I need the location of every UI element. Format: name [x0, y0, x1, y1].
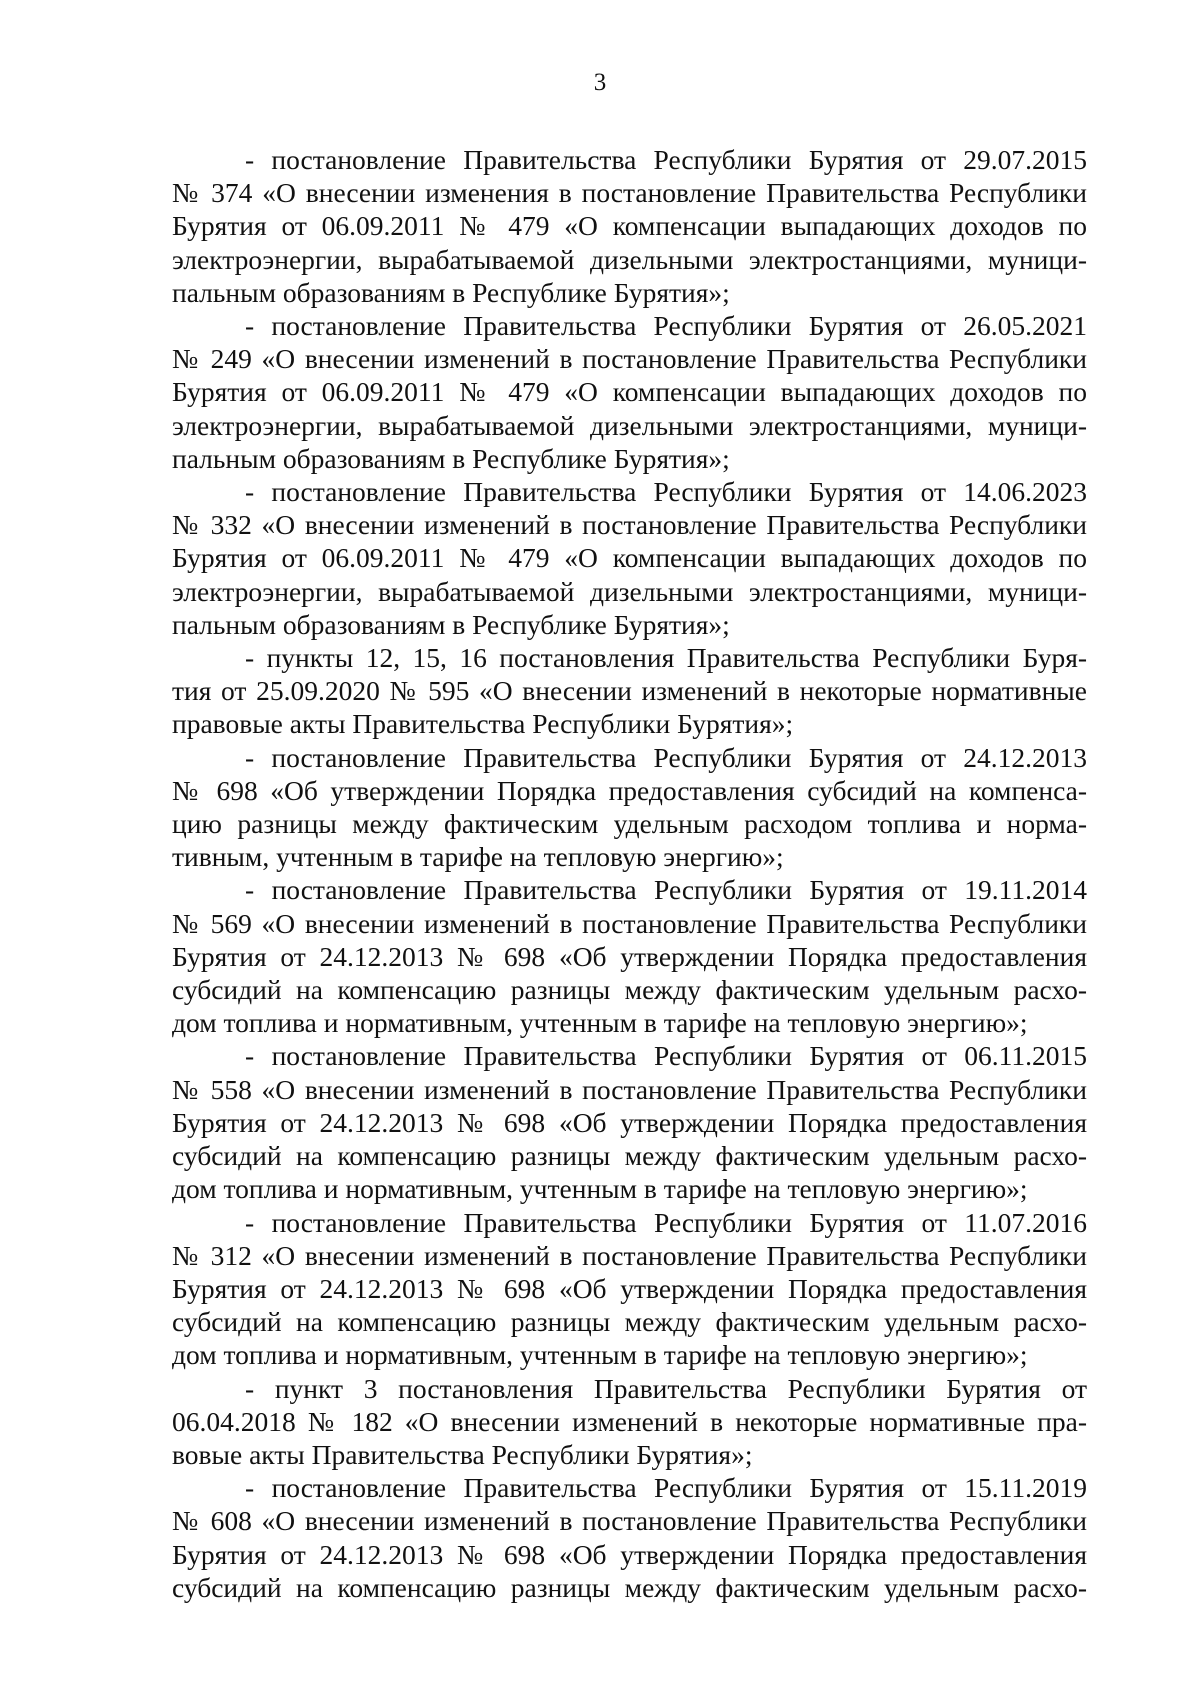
- text-line: - постановление Правительства Республики Бурятия от 19.11.2014: [245, 874, 1087, 906]
- text-line: Бурятия от 24.12.2013 № 698 «Об утверждении Порядка предоставления: [172, 1106, 1087, 1138]
- text-line: электроэнергии, вырабатываемой дизельными электростанциями, муници-: [172, 575, 1087, 607]
- text-line: субсидий на компенсацию разницы между фактическим удельным расхо-: [172, 1306, 1087, 1338]
- text-line: - постановление Правительства Республики Бурятия от 24.12.2013: [245, 741, 1087, 773]
- text-line: 06.04.2018 № 182 «О внесении изменений в некоторые нормативные пра-: [172, 1405, 1087, 1437]
- text-line: Бурятия от 24.12.2013 № 698 «Об утверждении Порядка предоставления: [172, 1538, 1087, 1570]
- text-line: № 608 «О внесении изменений в постановление Правительства Республики: [172, 1505, 1087, 1537]
- text-line: вовые акты Правительства Республики Бурятия»;: [172, 1438, 753, 1470]
- list-item: [172, 873, 1087, 1039]
- text-line: пальным образованиям в Республике Бурятия»;: [172, 608, 730, 640]
- list-item: [172, 475, 1087, 641]
- text-line: Бурятия от 06.09.2011 № 479 «О компенсации выпадающих доходов по: [172, 542, 1087, 574]
- text-line: электроэнергии, вырабатываемой дизельными электростанциями, муници-: [172, 409, 1087, 441]
- text-line: - постановление Правительства Республики Бурятия от 11.07.2016: [245, 1206, 1087, 1238]
- text-line: № 698 «Об утверждении Порядка предоставления субсидий на компенса-: [172, 774, 1087, 806]
- list-item: [172, 143, 1087, 309]
- list-item: [172, 1206, 1087, 1372]
- text-line: - постановление Правительства Республики Бурятия от 14.06.2023: [245, 476, 1087, 508]
- text-line: дом топлива и нормативным, учтенным в тарифе на тепловую энергию»;: [172, 1339, 1028, 1371]
- text-line: Бурятия от 24.12.2013 № 698 «Об утверждении Порядка предоставления: [172, 1272, 1087, 1304]
- text-line: пальным образованиям в Республике Бурятия»;: [172, 276, 730, 308]
- text-line: № 249 «О внесении изменений в постановление Правительства Республики: [172, 343, 1087, 375]
- text-line: Бурятия от 06.09.2011 № 479 «О компенсации выпадающих доходов по: [172, 376, 1087, 408]
- text-line: тия от 25.09.2020 № 595 «О внесении изменений в некоторые нормативные: [172, 675, 1087, 707]
- text-line: № 558 «О внесении изменений в постановление Правительства Республики: [172, 1073, 1087, 1105]
- text-line: дом топлива и нормативным, учтенным в тарифе на тепловую энергию»;: [172, 1173, 1028, 1205]
- list-item: [172, 1471, 1087, 1604]
- list-item: [172, 309, 1087, 475]
- text-line: субсидий на компенсацию разницы между фактическим удельным расхо-: [172, 1140, 1087, 1172]
- text-line: - постановление Правительства Республики Бурятия от 15.11.2019: [245, 1472, 1087, 1504]
- text-line: № 332 «О внесении изменений в постановление Правительства Республики: [172, 509, 1087, 541]
- text-line: дом топлива и нормативным, учтенным в тарифе на тепловую энергию»;: [172, 1007, 1028, 1039]
- text-line: пальным образованиям в Республике Бурятия»;: [172, 442, 730, 474]
- text-line: - постановление Правительства Республики Бурятия от 29.07.2015: [245, 144, 1087, 175]
- text-line: тивным, учтенным в тарифе на тепловую энергию»;: [172, 841, 784, 873]
- text-line: цию разницы между фактическим удельным расходом топлива и норма-: [172, 808, 1087, 840]
- text-line: - постановление Правительства Республики Бурятия от 06.11.2015: [245, 1040, 1087, 1072]
- page-number: 3: [593, 69, 607, 96]
- document-body: [172, 143, 1087, 1604]
- list-item: [172, 741, 1087, 874]
- text-line: № 374 «О внесении изменения в постановление Правительства Республики: [172, 177, 1087, 209]
- text-line: электроэнергии, вырабатываемой дизельными электростанциями, муници-: [172, 243, 1087, 275]
- text-line: - постановление Правительства Республики Бурятия от 26.05.2021: [245, 310, 1087, 342]
- list-item: [172, 641, 1087, 741]
- text-line: правовые акты Правительства Республики Бурятия»;: [172, 708, 794, 740]
- text-line: № 569 «О внесении изменений в постановление Правительства Республики: [172, 907, 1087, 939]
- text-line: Бурятия от 06.09.2011 № 479 «О компенсации выпадающих доходов по: [172, 210, 1087, 242]
- text-line: субсидий на компенсацию разницы между фактическим удельным расхо-: [172, 974, 1087, 1006]
- list-item: [172, 1039, 1087, 1205]
- text-line: - пункт 3 постановления Правительства Республики Бурятия от: [245, 1372, 1087, 1404]
- list-item: [172, 1372, 1087, 1472]
- text-line: № 312 «О внесении изменений в постановление Правительства Республики: [172, 1239, 1087, 1271]
- text-line: Бурятия от 24.12.2013 № 698 «Об утверждении Порядка предоставления: [172, 940, 1087, 972]
- text-line: субсидий на компенсацию разницы между фактическим удельным расхо-: [172, 1571, 1087, 1603]
- text-line: - пункты 12, 15, 16 постановления Правительства Республики Буря-: [245, 642, 1087, 674]
